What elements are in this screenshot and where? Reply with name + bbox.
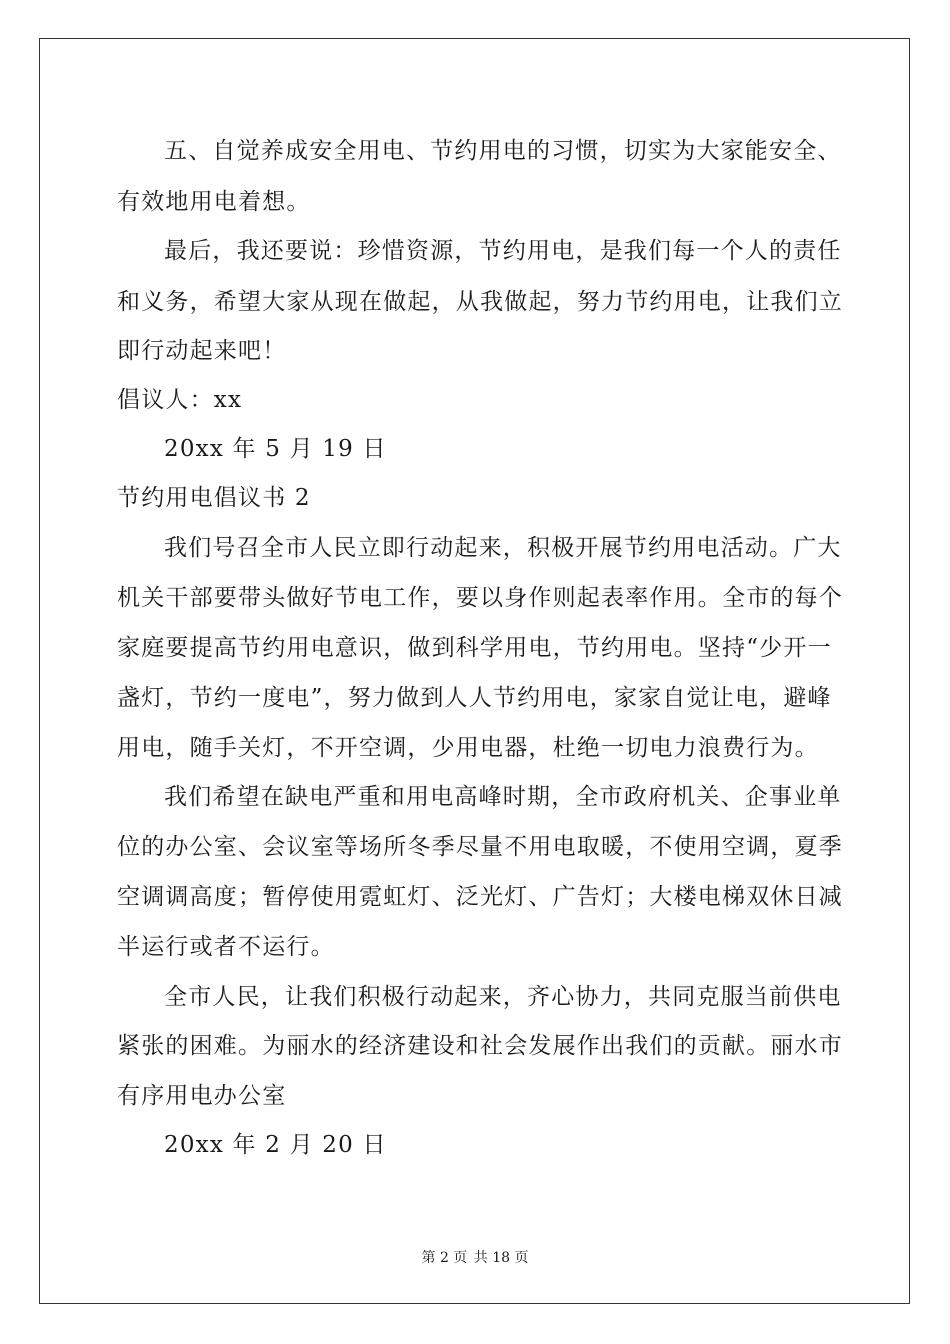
paragraph-line: 紧张的困难。为丽水的经济建设和社会发展作出我们的贡献。丽水市 xyxy=(117,1033,843,1059)
paragraph-line: 盏灯，节约一度电”，努力做到人人节约用电，家家自觉让电，避峰 xyxy=(117,685,832,711)
paragraph-line: 全市人民，让我们积极行动起来，齐心协力，共同克服当前供电 xyxy=(164,984,842,1010)
paragraph-line: 最后，我还要说：珍惜资源，节约用电，是我们每一个人的责任 xyxy=(164,238,842,264)
paragraph-line: 位的办公室、会议室等场所冬季尽量不用电取暖，不使用空调，夏季 xyxy=(117,834,843,860)
paragraph-line: 即行动起来吧！ xyxy=(117,338,287,364)
paragraph-line: 我们号召全市人民立即行动起来，积极开展节约用电活动。广大 xyxy=(164,535,842,561)
paragraph-line: 五、自觉养成安全用电、节约用电的习惯，切实为大家能安全、 xyxy=(164,138,842,164)
page-footer xyxy=(0,1249,950,1267)
page-number: 第 2 页 xyxy=(421,1250,468,1266)
paragraph-line: 机关干部要带头做好节电工作，要以身作则起表率作用。全市的每个 xyxy=(117,585,843,611)
paragraph-line: 用电，随手关灯，不开空调，少用电器，杜绝一切电力浪费行为。 xyxy=(117,735,819,761)
total-pages: 共 18 页 xyxy=(473,1250,529,1266)
date-line: 20xx 年 2 月 20 日 xyxy=(164,1132,387,1158)
paragraph-line: 我们希望在缺电严重和用电高峰时期，全市政府机关、企事业单 xyxy=(164,784,842,810)
date-line: 20xx 年 5 月 19 日 xyxy=(164,436,387,462)
paragraph-line: 有效地用电着想。 xyxy=(117,189,311,215)
initiator-line: 倡议人：xx xyxy=(117,387,243,413)
paragraph-line: 家庭要提高节约用电意识，做到科学用电，节约用电。坚持“少开一 xyxy=(117,635,832,661)
section-title: 节约用电倡议书 2 xyxy=(117,485,311,511)
signature-line: 有序用电办公室 xyxy=(117,1083,287,1109)
paragraph-line: 空调调高度；暂停使用霓虹灯、泛光灯、广告灯；大楼电梯双休日减 xyxy=(117,884,843,910)
paragraph-line: 半运行或者不运行。 xyxy=(117,934,335,960)
page-frame xyxy=(39,38,910,1304)
paragraph-line: 和义务，希望大家从现在做起，从我做起，努力节约用电，让我们立 xyxy=(117,289,843,315)
